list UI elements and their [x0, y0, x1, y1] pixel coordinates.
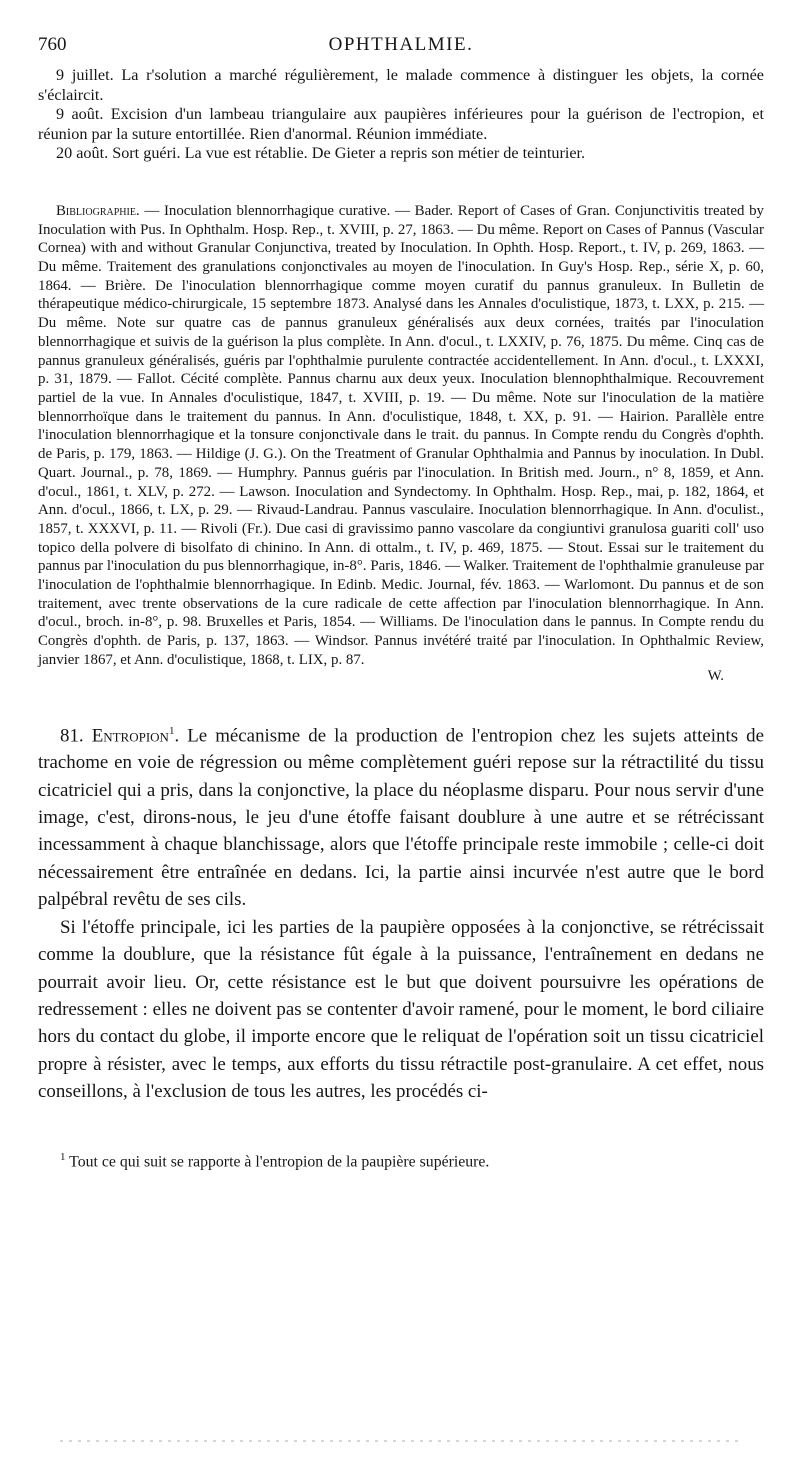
- section-number: 81.: [60, 724, 84, 746]
- case-notes: [38, 66, 764, 164]
- running-title: OPHTHALMIE.: [328, 34, 474, 55]
- case-note: 9 juillet. La r'solution a marché régulièrement, le malade commence à distinguer les objets, la cornée s'éclaircit.: [38, 66, 764, 104]
- running-head: [38, 28, 764, 62]
- page-bottom-specks: [60, 1440, 740, 1442]
- section-paragraph: [38, 718, 764, 914]
- section-81: [38, 718, 764, 1106]
- page-number: 760: [38, 34, 67, 55]
- footnote: [38, 1148, 764, 1171]
- section-text: . Le mécanisme de la production de l'entropion chez les sujets atteints de trachome en voie de régression ou même complètement guéri repose sur la rétractilité du tissu cicatriciel qui a pris, dans la conjonctive, la place du néoplasme disparu. Pour nous servir d'une image, c'est, dirons-nous, le jeu d'une étoffe faisant doublure à une autre et se rétrécissant incessamment à chaque blanchissage, alors que l'étoffe principale reste immobile ; celle-ci doit nécessairement être entraînée en dedans. Ici, la partie ainsi incurvée n'est autre que le bord palpébral revêtu de ses cils.: [38, 724, 764, 911]
- case-note: 9 août. Excision d'un lambeau triangulaire aux paupières inférieures pour la guérison de l'ectropion, et réunion par la suture entortillée. Rien d'anormal. Réunion immédiate.: [38, 105, 764, 143]
- footnote-mark: 1: [168, 724, 175, 737]
- footnote-number: 1: [60, 1150, 66, 1163]
- footnote-text: Tout ce qui suit se rapporte à l'entropion de la paupière supérieure.: [69, 1152, 490, 1170]
- author-initials: W.: [707, 667, 724, 684]
- case-note: 20 août. Sort guéri. La vue est rétablie. De Gieter a repris son métier de teinturier.: [56, 144, 586, 163]
- bibliography: [38, 202, 764, 684]
- section-title: Entropion: [91, 724, 169, 746]
- section-paragraph: Si l'étoffe principale, ici les parties de la paupière opposées à la conjonctive, se rétrécissait comme la doublure, que la résistance fût égale à la puissance, l'entraînement en dedans ne pourrait avoir lieu. Or, cette résistance est le but que doivent poursuivre les opérations de redressement : elles ne doivent pas se contenter d'avoir ramené, pour le moment, le bord ciliaire hors du contact du globe, il importe encore que le reliquat de l'opération soit un tissu cicatriciel propre à résister, avec le temps, aux efforts du tissu rétractile post-granulaire. A cet effet, nous conseillons, à l'exclusion de tous les autres, les procédés ci-: [38, 916, 764, 1103]
- bibliography-text: — Inoculation blennorrhagique curative. — Bader. Report of Cases of Gran. Conjunctivitis treated by Inoculation with Pus. In Ophthalm. Hosp. Rep., t. XVIII, p. 27, 1863. — Du même. Report on Cases of Pannus (Vascular Cornea) with and without Granular Conjunctiva, treated by Inoculation. In Ophth. Hosp. Report., t. IV, p. 269, 1863. — Du même. Traitement des granulations conjonctivales au moyen de l'inoculation. In Guy's Hosp. Rep., série X, p. 60, 1864. — Brière. De l'inoculation blennorrhagique comme moyen curatif du pannus granuleux. In Bulletin de thérapeutique médico-chirurgicale, 15 septembre 1873. Analysé dans les Annales d'oculistique, 1873, t. LXX, p. 215. — Du même. Note sur quatre cas de pannus granuleux généralisés aux deux cornées, traités par l'inoculation blennorrhagique et suivis de la guérison la plus complète. In Ann. d'ocul., t. LXXIV, p. 76, 1875. Du même. Cinq cas de pannus granuleux généralisés, guéris par l'ophthalmie purulente contractée accidentellement. In Ann. d'ocul., t. LXXXI, p. 31, 1879. — Fallot. Cécité complète. Pannus charnu aux deux yeux. Inoculation blennophthalmique. Recouvrement partiel de la vue. In Annales d'oculistique, 1847, t. XVIII, p. 19. — Du même. Note sur l'inoculation de la matière blennorrhoïque dans le traitement du pannus. In Ann. d'oculistique, 1848, t. XX, p. 91. — Hairion. Parallèle entre l'inoculation blennorrhagique et la tonsure conjonctivale dans le trait. du pannus. In Compte rendu du Congrès d'ophth. de Paris, p. 179, 1863. — Hildige (J. G.). On the Treatment of Granular Ophthalmia and Pannus by inoculation. In Dubl. Quart. Journal., p. 78, 1869. — Humphry. Pannus guéris par l'inoculation. In British med. Journ., n° 8, 1859, et Ann. d'ocul., 1861, t. XLV, p. 272. — Lawson. Inoculation and Syndectomy. In Ophthalm. Hosp. Rep., mai, p. 182, 1864, et Ann. d'ocul., 1866, t. LX, p. 29. — Rivaud-Landrau. Pannus vasculaire. Inoculation blennorrhagique. In Ann. d'oculist., 1857, t. XXXVI, p. 11. — Rivoli (Fr.). Due casi di gravissimo panno vascolare da congiuntivi granulosa guariti coll' uso topico della polvere di bisolfato di chinino. In Ann. di ottalm., t. IV, p. 469, 1875. — Stout. Essai sur le traitement du pannus par l'inoculation du pus blennorrhagique, in-8°. Paris, 1846. — Walker. Traitement de l'ophthalmie granuleuse par l'inoculation de l'ophthalmie blennorrhagique. In Edinb. Medic. Journal, fév. 1863. — Warlomont. Du pannus et de son traitement, avec trente observations de la cure radicale de cette affection par l'inoculation blennorrhagique. In Ann. d'ocul., broch. in-8°, p. 98. Bruxelles et Paris, 1854. — Williams. De l'inoculation dans le pannus. In Compte rendu du Congrès d'ophth. de Paris, p. 137, 1863. — Windsor. Pannus invétéré traité par l'inoculation. In Ophthalmic Review, janvier 1867, et Ann. d'oculistique, 1868, t. LIX, p. 87.: [38, 202, 764, 668]
- bibliography-heading: Bibliographie.: [56, 202, 140, 219]
